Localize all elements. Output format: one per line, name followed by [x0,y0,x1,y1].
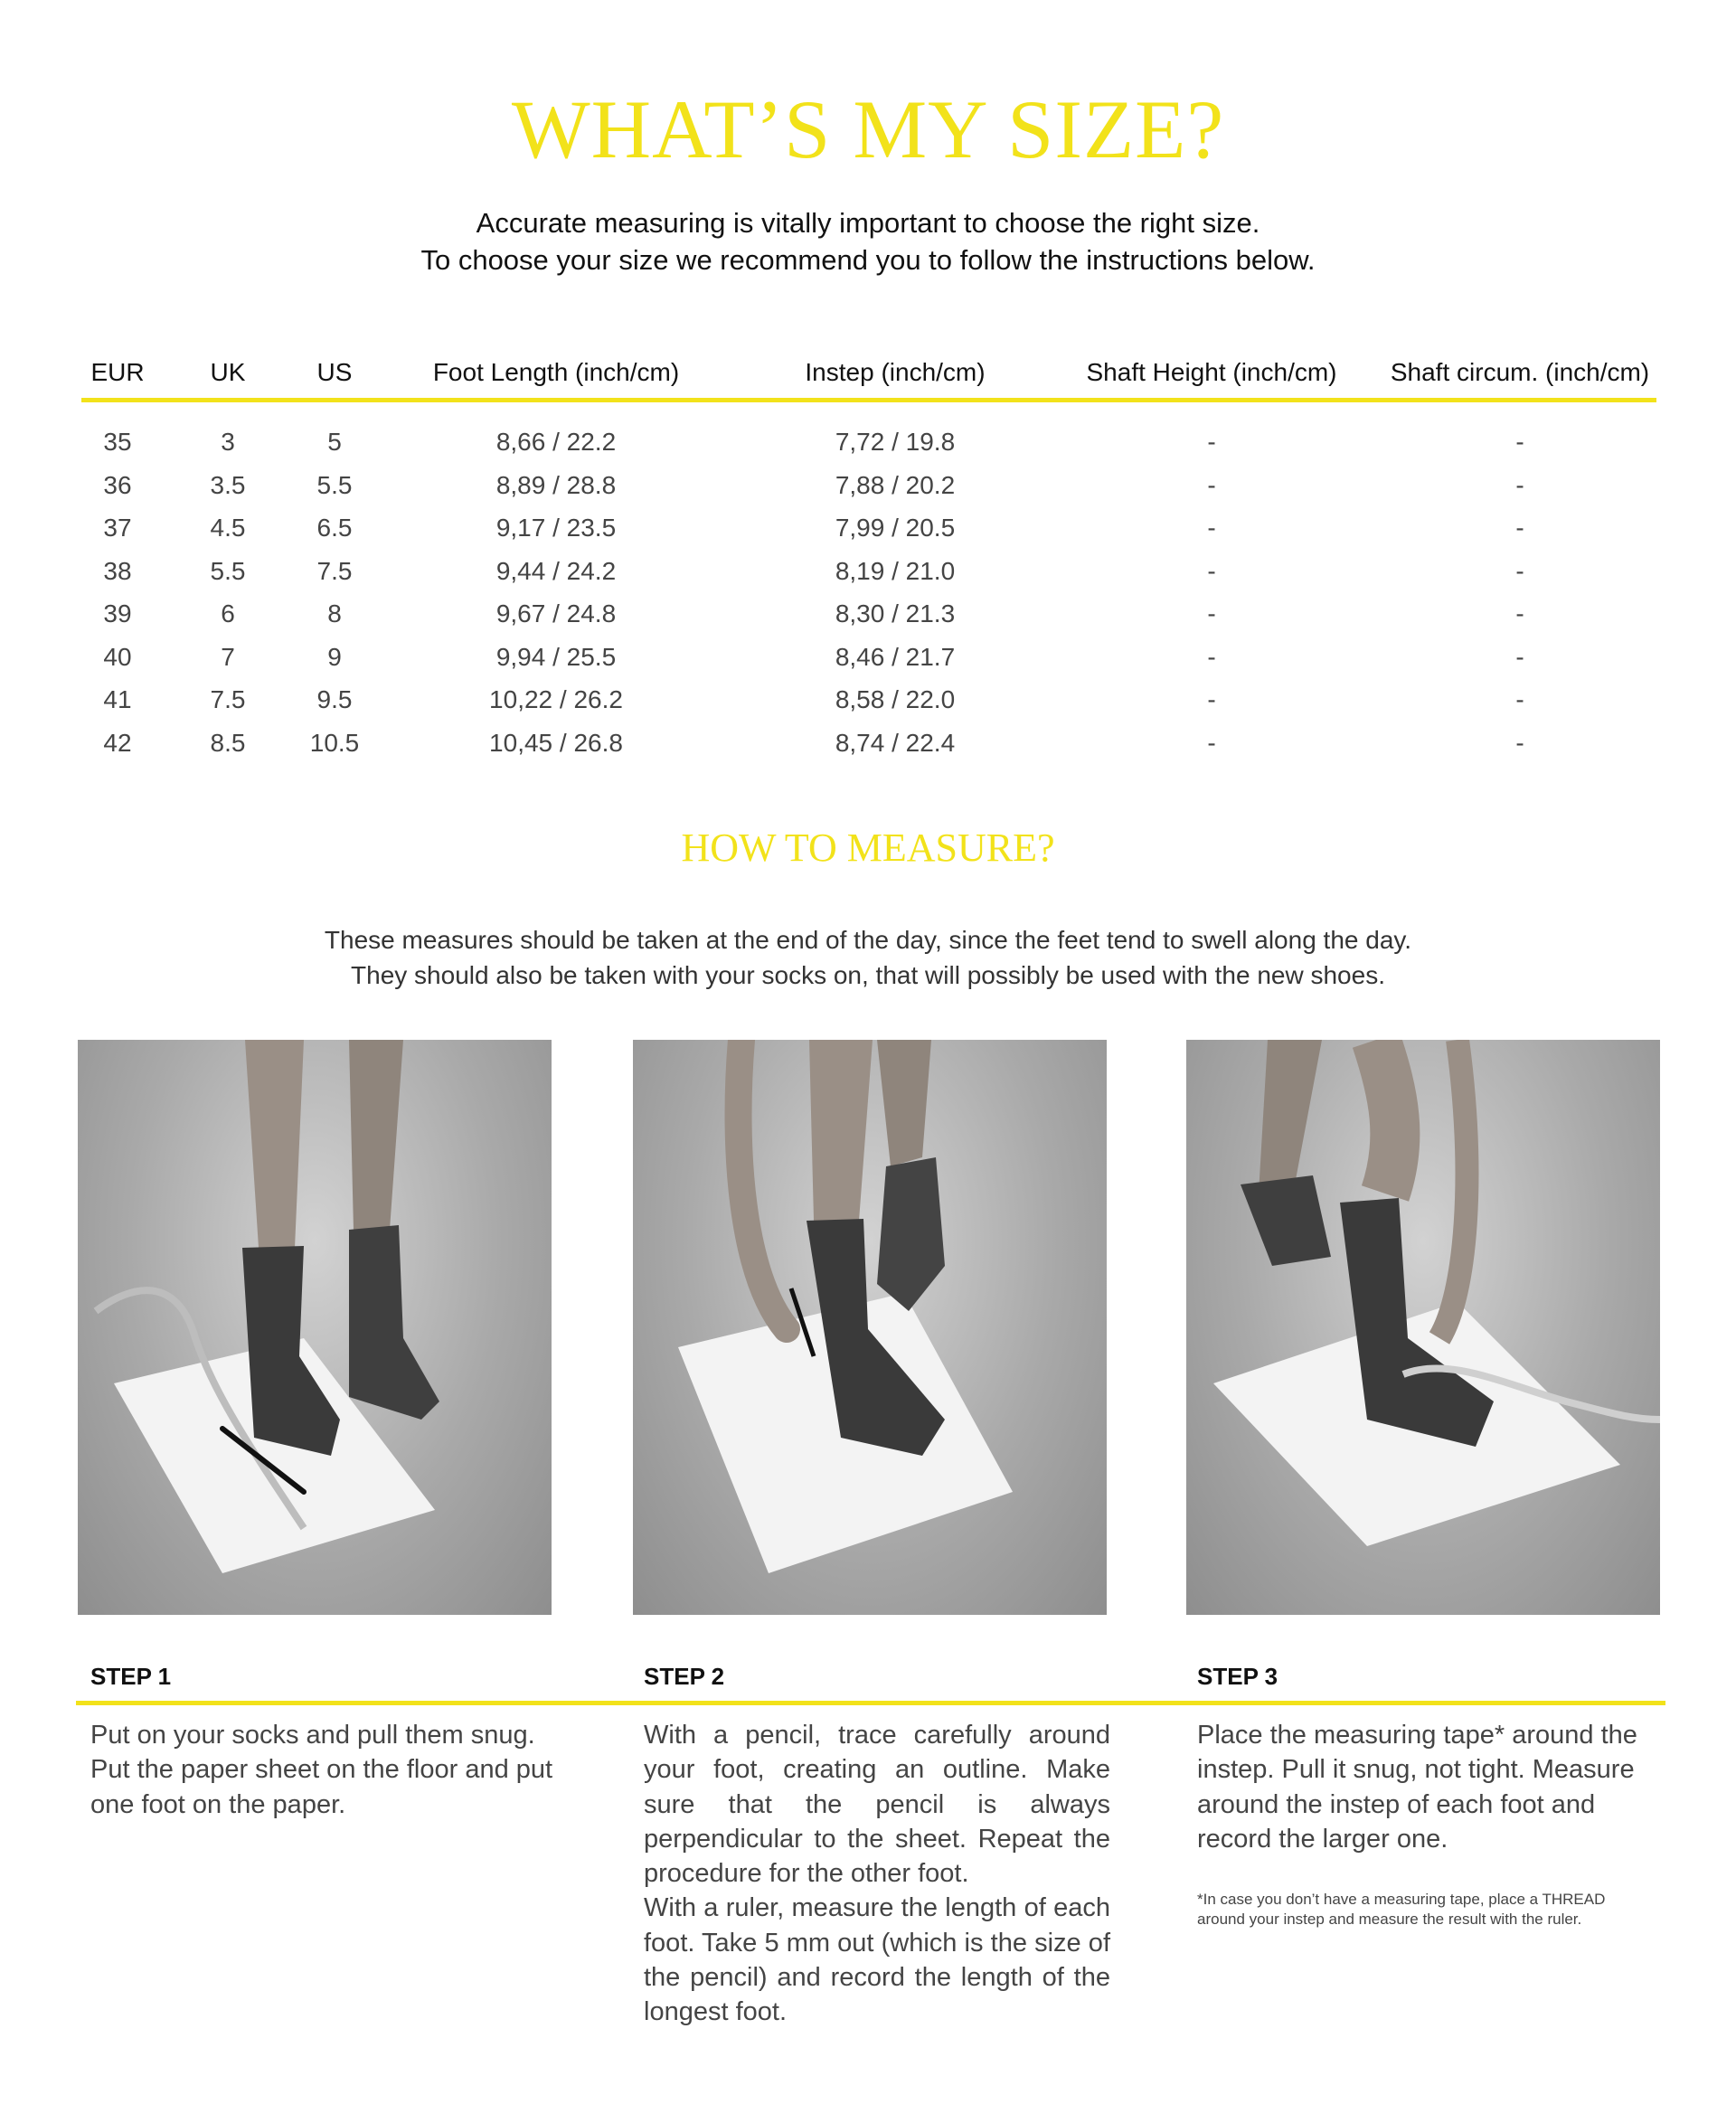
cell-shaft-height: - [1207,642,1216,671]
cell-shaft-height: - [1207,685,1216,713]
cell-foot-length: 9,67 / 24.8 [495,599,617,627]
cell-shaft-height: - [1207,556,1216,585]
intro-line: Accurate measuring is vitally important to choose the right size. [476,207,1260,239]
cell-instep: 8,46 / 21.7 [835,642,956,671]
table-row [81,636,1656,679]
cell-eur: 35 [103,428,132,456]
header-shaft-height: Shaft Height (inch/cm) [1086,358,1337,386]
how-to-note [0,922,1736,993]
cell-shaft-circum: - [1515,685,1524,713]
cell-shaft-circum: - [1515,642,1524,671]
step-3-photo [1186,1040,1660,1615]
header-us: US [316,358,353,386]
step-1-paragraph: Put on your socks and pull them snug. Put the paper sheet on the floor and put one foot on the paper. [90,1721,553,1819]
cell-uk: 7 [221,642,235,671]
cell-uk: 3 [221,428,235,456]
cell-shaft-circum: - [1515,470,1524,499]
cell-us: 5.5 [316,470,353,499]
size-table [81,353,1656,764]
cell-foot-length: 8,89 / 28.8 [495,470,617,499]
header-shaft-circum: Shaft circum. (inch/cm) [1390,358,1650,386]
note-line: These measures should be taken at the end of the day, since the feet tend to swell along the day. [324,926,1412,954]
cell-us: 8 [327,599,342,627]
table-row [81,678,1656,722]
cell-us: 9.5 [316,685,353,713]
cell-foot-length: 10,22 / 26.2 [489,685,623,713]
header-instep: Instep (inch/cm) [805,358,986,386]
cell-uk: 8.5 [210,728,246,757]
cell-instep: 8,30 / 21.3 [835,599,956,627]
step-3-paragraph: Place the measuring tape* around the instep. Pull it snug, not tight. Measure around the instep of each foot and record the larger one. [1197,1721,1637,1854]
cell-eur: 41 [103,685,132,713]
cell-us: 5 [327,428,342,456]
table-body [81,420,1656,764]
cell-us: 9 [327,642,342,671]
cell-foot-length: 8,66 / 22.2 [495,428,617,456]
step-1-text [90,1718,565,1822]
note-line: They should also be taken with your socks on, that will possibly be used with the new shoes. [351,961,1385,989]
cell-uk: 7.5 [210,685,246,713]
step-3-footnote: *In case you don’t have a measuring tape, place a THREAD around your instep and measure the result with the ruler. [1197,1891,1606,1928]
cell-instep: 7,99 / 20.5 [835,514,956,542]
cell-shaft-circum: - [1515,428,1524,456]
cell-shaft-circum: - [1515,599,1524,627]
table-header-row [81,353,1656,402]
cell-instep: 8,74 / 22.4 [835,728,956,757]
cell-eur: 39 [103,599,132,627]
cell-shaft-height: - [1207,728,1216,757]
header-eur: EUR [90,358,145,386]
cell-foot-length: 9,94 / 25.5 [495,642,617,671]
table-row [81,464,1656,507]
cell-uk: 4.5 [210,514,246,542]
cell-shaft-height: - [1207,514,1216,542]
step-1-photo [78,1040,552,1615]
cell-foot-length: 9,44 / 24.2 [495,556,617,585]
step-1-title: STEP 1 [90,1663,172,1690]
cell-shaft-height: - [1207,470,1216,499]
cell-shaft-circum: - [1515,556,1524,585]
cell-eur: 42 [103,728,132,757]
cell-shaft-height: - [1207,599,1216,627]
cell-instep: 8,19 / 21.0 [835,556,956,585]
cell-us: 10.5 [309,728,360,757]
intro-text [0,204,1736,278]
cell-foot-length: 9,17 / 23.5 [495,514,617,542]
table-row [81,420,1656,464]
intro-line: To choose your size we recommend you to follow the instructions below. [420,244,1316,276]
cell-eur: 36 [103,470,132,499]
cell-instep: 7,88 / 20.2 [835,470,956,499]
step-3-title: STEP 3 [1197,1663,1278,1690]
step-2-photo [633,1040,1107,1615]
cell-uk: 5.5 [210,556,246,585]
step-2-paragraph: With a ruler, measure the length of each foot. Take 5 mm out (which is the size of the pencil) and record the length of the longest foot. [644,1893,1110,2027]
step-3-text [1197,1718,1649,1856]
step-2-title: STEP 2 [644,1663,725,1690]
cell-uk: 6 [221,599,235,627]
step-2-text [644,1718,1110,2030]
cell-shaft-height: - [1207,428,1216,456]
cell-foot-length: 10,45 / 26.8 [489,728,623,757]
cell-uk: 3.5 [210,470,246,499]
table-row [81,506,1656,550]
steps-divider [76,1701,1665,1705]
cell-us: 6.5 [316,514,353,542]
header-uk: UK [210,358,246,386]
step-2-paragraph: With a pencil, trace carefully around your foot, creating an outline. Make sure that the pencil is always perpendicular to the sheet. Repeat the procedure for the other foot. [644,1721,1110,1889]
table-row [81,722,1656,765]
cell-eur: 40 [103,642,132,671]
cell-instep: 7,72 / 19.8 [835,428,956,456]
cell-instep: 8,58 / 22.0 [835,685,956,713]
table-row [81,592,1656,636]
how-to-title: HOW TO MEASURE? [681,826,1055,870]
header-foot-length: Foot Length (inch/cm) [432,358,680,386]
cell-us: 7.5 [316,556,353,585]
cell-eur: 37 [103,514,132,542]
page-title: WHAT’S MY SIZE? [511,83,1225,175]
cell-shaft-circum: - [1515,728,1524,757]
table-row [81,550,1656,593]
cell-shaft-circum: - [1515,514,1524,542]
cell-eur: 38 [103,556,132,585]
